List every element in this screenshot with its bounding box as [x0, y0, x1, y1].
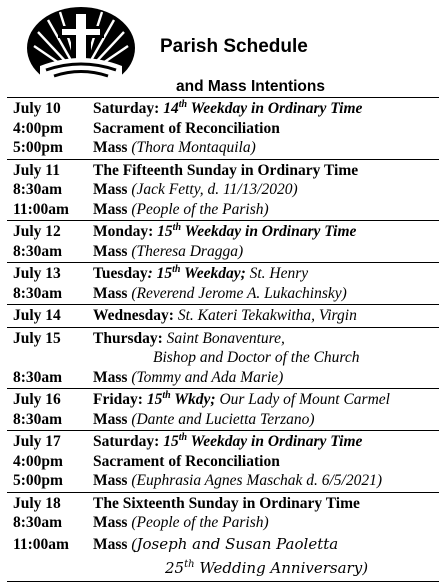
day-of-week: Wednesday: — [93, 307, 174, 324]
day-date: July 13 — [13, 265, 61, 282]
entry-label: Mass — [93, 284, 128, 302]
day-feast: Our Lady of Mount Carmel — [215, 391, 390, 408]
day-block — [7, 304, 439, 327]
entry-intention: (Tommy and Ada Marie) — [131, 368, 284, 386]
entry-intention: (Reverend Jerome A. Lukachinsky) — [131, 284, 347, 302]
entry-label: Mass — [93, 410, 128, 428]
day-of-week: Saturday: — [93, 100, 160, 117]
page-title: Parish Schedule — [160, 36, 308, 57]
entry-label: Sacrament of Reconciliation — [93, 452, 280, 470]
day-feast: Saint Bonaventure, — [166, 329, 285, 347]
header — [0, 0, 446, 96]
entry-intention: (People of the Parish) — [131, 514, 269, 531]
day-of-week: Tuesday — [93, 265, 148, 282]
day-of-week: Friday: — [93, 391, 143, 408]
day-of-week: Saturday: — [93, 433, 160, 450]
entry-time: 11:00am — [13, 200, 69, 218]
day-block: July 18 The Sixteenth Sunday in Ordinary Time 8:30am Mass (People of the Parish) 11:00am Mass (Joseph and Susan Paoletta 25th Wedding Anniversary) — [7, 492, 439, 582]
entry-time: 8:30am — [13, 242, 63, 260]
day-date: July 10 — [13, 100, 61, 117]
day-date: July 17 — [13, 433, 61, 450]
day-of-week: Monday: — [93, 223, 154, 240]
entry-time: 11:00am — [13, 535, 69, 553]
day-date: July 16 — [13, 391, 61, 408]
entry-time: 5:00pm — [13, 139, 63, 156]
day-block — [7, 159, 439, 221]
entry-label: Mass — [93, 242, 128, 260]
entry-label: Mass — [93, 139, 128, 156]
day-title: 15th Weekday in Ordinary Time — [157, 221, 357, 240]
day-title: : 15th Weekday; — [147, 263, 246, 282]
day-title: 15th Wkdy; — [146, 389, 216, 408]
entry-intention: Joseph and Susan Paoletta — [136, 534, 339, 553]
schedule-list — [7, 97, 439, 582]
day-title: The Fifteenth Sunday in Ordinary Time — [93, 161, 359, 179]
entry-label: Mass — [93, 535, 128, 553]
entry-time: 8:30am — [13, 368, 63, 386]
day-feast-continued: Bishop and Doctor of the Church — [153, 349, 360, 366]
day-block — [7, 430, 439, 492]
entry-time: 4:00pm — [13, 119, 63, 137]
day-block — [7, 220, 439, 262]
entry-label: Mass — [93, 200, 128, 218]
day-block — [7, 327, 439, 389]
entry-label: Mass — [93, 514, 128, 531]
day-date: July 12 — [13, 223, 61, 240]
page-subtitle: and Mass Intentions — [176, 78, 325, 95]
entry-intention-continued: 25th Wedding Anniversary) — [165, 558, 369, 577]
entry-time: 8:30am — [13, 181, 63, 198]
cross-sunrise-icon — [26, 6, 136, 90]
entry-time: 4:00pm — [13, 452, 63, 470]
entry-label: Mass — [93, 472, 128, 489]
entry-intention: (Jack Fetty, d. 11/13/2020) — [131, 181, 298, 198]
entry-intention: (Thora Montaquila) — [131, 139, 256, 156]
entry-label: Mass — [93, 368, 128, 386]
day-date: July 15 — [13, 329, 61, 347]
day-of-week: Thursday: — [93, 329, 163, 347]
entry-intention: (Dante and Lucietta Terzano) — [131, 410, 315, 428]
entry-label: Mass — [93, 181, 128, 198]
day-title: The Sixteenth Sunday in Ordinary Time — [93, 494, 360, 512]
day-date: July 18 — [13, 494, 61, 512]
day-feast: St. Kateri Tekakwitha, Virgin — [177, 307, 357, 324]
entry-label: Sacrament of Reconciliation — [93, 119, 280, 137]
day-title: 14th Weekday in Ordinary Time — [163, 98, 363, 117]
day-block — [7, 262, 439, 304]
day-title: 15th Weekday in Ordinary Time — [163, 431, 363, 450]
entry-time: 8:30am — [13, 514, 63, 531]
entry-intention: (Euphrasia Agnes Maschak d. 6/5/2021) — [131, 472, 383, 489]
day-feast: St. Henry — [245, 265, 309, 282]
entry-intention: (Theresa Dragga) — [131, 242, 244, 260]
entry-time: 8:30am — [13, 410, 63, 428]
entry-time: 5:00pm — [13, 472, 63, 489]
day-date: July 11 — [13, 161, 60, 179]
day-block — [7, 97, 439, 159]
entry-intention: (People of the Parish) — [131, 200, 269, 218]
entry-time: 8:30am — [13, 284, 63, 302]
day-date: July 14 — [13, 307, 61, 324]
day-block — [7, 388, 439, 430]
